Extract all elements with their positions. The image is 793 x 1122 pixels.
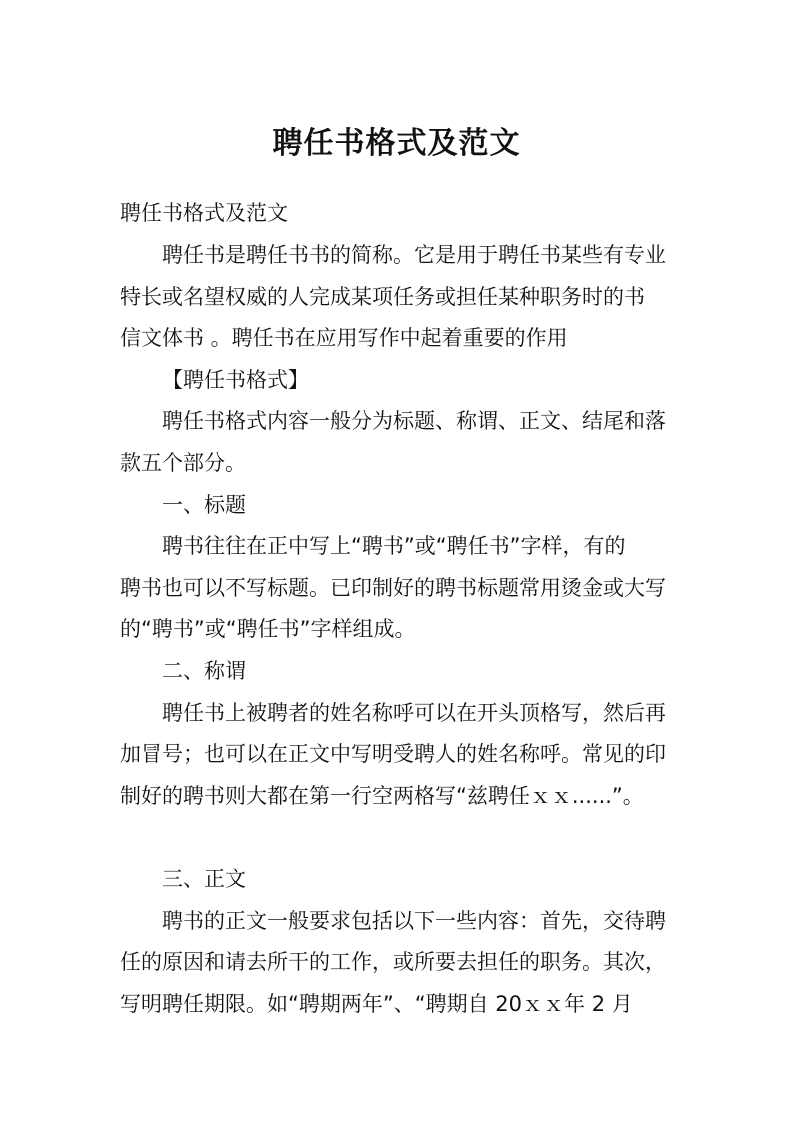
- paragraph-line: 款五个部分。: [120, 451, 246, 475]
- paragraph-line: 信文体书 。聘任书在应用写作中起着重要的作用: [120, 326, 568, 350]
- paragraph-line: 特长或名望权威的人完成某项任务或担任某种职务时的书: [120, 285, 645, 309]
- paragraph-line: 聘任书上被聘者的姓名称呼可以在开头顶格写，然后再: [162, 701, 666, 725]
- paragraph-line: 聘任书是聘任书书的简称。它是用于聘任书某些有专业: [162, 243, 666, 267]
- page-title: 聘任书格式及范文: [272, 126, 521, 161]
- section-heading: 【聘任书格式】: [162, 368, 309, 392]
- paragraph-line: 聘书的正文一般要求包括以下一些内容：首先，交待聘: [162, 909, 666, 933]
- paragraph-line: 制好的聘书则大都在第一行空两格写“兹聘任ｘｘ......”。: [120, 784, 644, 808]
- paragraph-line: 的“聘书”或“聘任书”字样组成。: [120, 617, 416, 641]
- paragraph-line: 写明聘任期限。如“聘期两年”、“聘期自 20ｘｘ年 2 月: [120, 992, 633, 1016]
- paragraph-line: 任的原因和请去所干的工作，或所要去担任的职务。其次，: [120, 950, 666, 974]
- section-heading: 三、正文: [162, 867, 246, 891]
- paragraph-line: 聘书往往在正中写上“聘书”或“聘任书”字样，有的: [162, 534, 626, 558]
- paragraph-line: 聘任书格式内容一般分为标题、称谓、正文、结尾和落: [162, 409, 666, 433]
- paragraph-line: 加冒号；也可以在正文中写明受聘人的姓名称呼。常见的印: [120, 742, 666, 766]
- section-heading: 一、标题: [162, 493, 246, 517]
- section-heading: 二、称谓: [162, 659, 246, 683]
- subtitle-line: 聘任书格式及范文: [120, 201, 288, 225]
- paragraph-line: 聘书也可以不写标题。已印制好的聘书标题常用烫金或大写: [120, 576, 666, 600]
